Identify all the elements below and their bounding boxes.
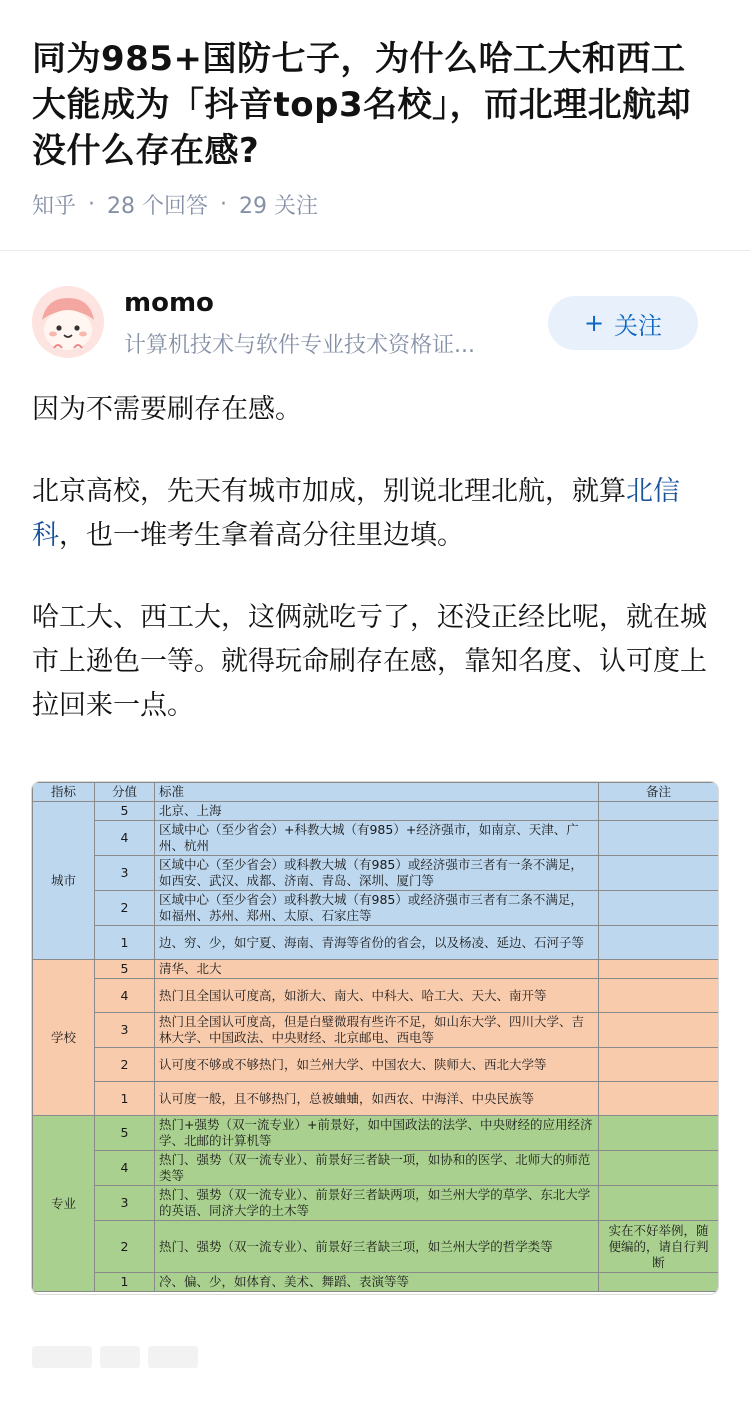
header-indicator: 指标 — [33, 783, 95, 802]
note-cell — [599, 1186, 719, 1221]
standard-cell: 热门且全国认可度高，但是白璧微瑕有些许不足，如山东大学、四川大学、吉林大学、中国政法、中央财经、北京邮电、西电等 — [155, 1013, 599, 1048]
note-cell — [599, 891, 719, 926]
note-cell — [599, 821, 719, 856]
standard-cell: 热门、强势（双一流专业）、前景好三者缺三项，如兰州大学的哲学类等 — [155, 1221, 599, 1273]
score-cell: 1 — [95, 1082, 155, 1116]
question-title[interactable]: 同为985+国防七子，为什么哈工大和西工大能成为「抖音top3名校」，而北理北航却没什么存在感? — [32, 39, 692, 171]
table-row — [33, 1273, 719, 1292]
table-row — [33, 821, 719, 856]
note-cell — [599, 1013, 719, 1048]
header-score: 分值 — [95, 783, 155, 802]
scoring-table — [32, 782, 718, 1292]
table-row — [33, 1082, 719, 1116]
standard-cell: 热门、强势（双一流专业）、前景好三者缺两项，如兰州大学的草学、东北大学的英语、同济大学的土木等 — [155, 1186, 599, 1221]
score-cell: 1 — [95, 1273, 155, 1292]
meta-separator: · — [220, 191, 228, 217]
answers-count[interactable]: 28 个回答 — [107, 193, 209, 219]
standard-cell: 冷、偏、少，如体育、美术、舞蹈、表演等等 — [155, 1273, 599, 1292]
table-row — [33, 979, 719, 1013]
header-divider — [0, 250, 750, 251]
header-note: 备注 — [599, 783, 719, 802]
table-row — [33, 856, 719, 891]
meta-separator: · — [88, 191, 96, 217]
table-row — [33, 1186, 719, 1221]
table-row — [33, 1048, 719, 1082]
paragraph-text: ，也一堆考生拿着高分往里边填。 — [59, 520, 464, 551]
note-cell — [599, 926, 719, 960]
table-row — [33, 926, 719, 960]
faded-text-block — [148, 1346, 198, 1368]
score-cell: 3 — [95, 1186, 155, 1221]
score-cell: 2 — [95, 1048, 155, 1082]
note-cell — [599, 1273, 719, 1292]
note-cell — [599, 856, 719, 891]
faded-next-content — [32, 1346, 212, 1372]
table-row — [33, 891, 719, 926]
note-cell — [599, 1116, 719, 1151]
score-cell: 3 — [95, 856, 155, 891]
table-row — [33, 1116, 719, 1151]
note-cell — [599, 1082, 719, 1116]
standard-cell: 热门+强势（双一流专业）+前景好，如中国政法的法学、中央财经的应用经济学、北邮的计算机等 — [155, 1116, 599, 1151]
score-cell: 3 — [95, 1013, 155, 1048]
standard-cell: 认可度一般，且不够热门，总被蛐蛐，如西农、中海洋、中央民族等 — [155, 1082, 599, 1116]
standard-cell: 区域中心（至少省会）或科教大城（有985）或经济强市三者有一条不满足，如西安、武汉、成都、济南、青岛、深圳、厦门等 — [155, 856, 599, 891]
score-cell: 4 — [95, 821, 155, 856]
standard-cell: 区域中心（至少省会）或科教大城（有985）或经济强市三者有二条不满足，如福州、苏州、郑州、太原、石家庄等 — [155, 891, 599, 926]
score-cell: 2 — [95, 891, 155, 926]
faded-text-block — [32, 1346, 92, 1368]
table-row — [33, 1221, 719, 1273]
table-body — [33, 802, 719, 1292]
author-description: 计算机技术与软件专业技术资格证... — [124, 333, 475, 358]
paragraph-text: 北京高校，先天有城市加成，别说北理北航，就算 — [32, 476, 626, 507]
plus-icon: + — [583, 309, 605, 337]
category-cell: 专业 — [33, 1116, 95, 1292]
category-cell: 城市 — [33, 802, 95, 960]
standard-cell: 区域中心（至少省会）+科教大城（有985）+经济强市，如南京、天津、广州、杭州 — [155, 821, 599, 856]
scoring-table-image[interactable] — [32, 782, 718, 1294]
note-cell — [599, 1048, 719, 1082]
standard-cell: 边、穷、少，如宁夏、海南、青海等省份的省会，以及杨凌、延边、石河子等 — [155, 926, 599, 960]
question-meta — [32, 188, 718, 220]
standard-cell: 清华、北大 — [155, 960, 599, 979]
note-cell: 实在不好举例，随便编的，请自行判断 — [599, 1221, 719, 1273]
author-name[interactable]: momo — [124, 288, 214, 318]
note-cell — [599, 960, 719, 979]
score-cell: 5 — [95, 802, 155, 821]
follow-button[interactable] — [548, 296, 698, 350]
answer-paragraph-2 — [32, 470, 718, 558]
score-cell: 5 — [95, 960, 155, 979]
table-row — [33, 1013, 719, 1048]
table-header-row — [33, 783, 719, 802]
table-row — [33, 960, 719, 979]
score-cell: 4 — [95, 1151, 155, 1186]
note-cell — [599, 802, 719, 821]
score-cell: 5 — [95, 1116, 155, 1151]
source-label[interactable]: 知乎 — [32, 193, 77, 219]
note-cell — [599, 1151, 719, 1186]
score-cell: 4 — [95, 979, 155, 1013]
answer-paragraph-3: 哈工大、西工大，这俩就吃亏了，还没正经比呢，就在城市上逊色一等。就得玩命刷存在感，靠知名度、认可度上拉回来一点。 — [32, 602, 707, 721]
category-cell: 学校 — [33, 960, 95, 1116]
score-cell: 2 — [95, 1221, 155, 1273]
standard-cell: 热门、强势（双一流专业）、前景好三者缺一项，如协和的医学、北师大的师范类等 — [155, 1151, 599, 1186]
table-row — [33, 1151, 719, 1186]
follow-label: 关注 — [614, 311, 663, 340]
standard-cell: 认可度不够或不够热门，如兰州大学、中国农大、陕师大、西北大学等 — [155, 1048, 599, 1082]
avatar[interactable] — [32, 286, 104, 358]
author-card — [32, 286, 718, 362]
faded-text-block — [100, 1346, 140, 1368]
cute-face-avatar-icon — [32, 286, 104, 358]
score-cell: 1 — [95, 926, 155, 960]
table-row — [33, 802, 719, 821]
standard-cell: 北京、上海 — [155, 802, 599, 821]
standard-cell: 热门且全国认可度高，如浙大、南大、中科大、哈工大、天大、南开等 — [155, 979, 599, 1013]
followers-count[interactable]: 29 关注 — [239, 193, 319, 219]
header-standard: 标准 — [155, 783, 599, 802]
beixinke-link[interactable]: 北信科 — [32, 476, 680, 551]
note-cell — [599, 979, 719, 1013]
answer-paragraph-1: 因为不需要刷存在感。 — [32, 394, 302, 425]
question-header — [0, 0, 750, 220]
answer-content — [32, 388, 718, 766]
